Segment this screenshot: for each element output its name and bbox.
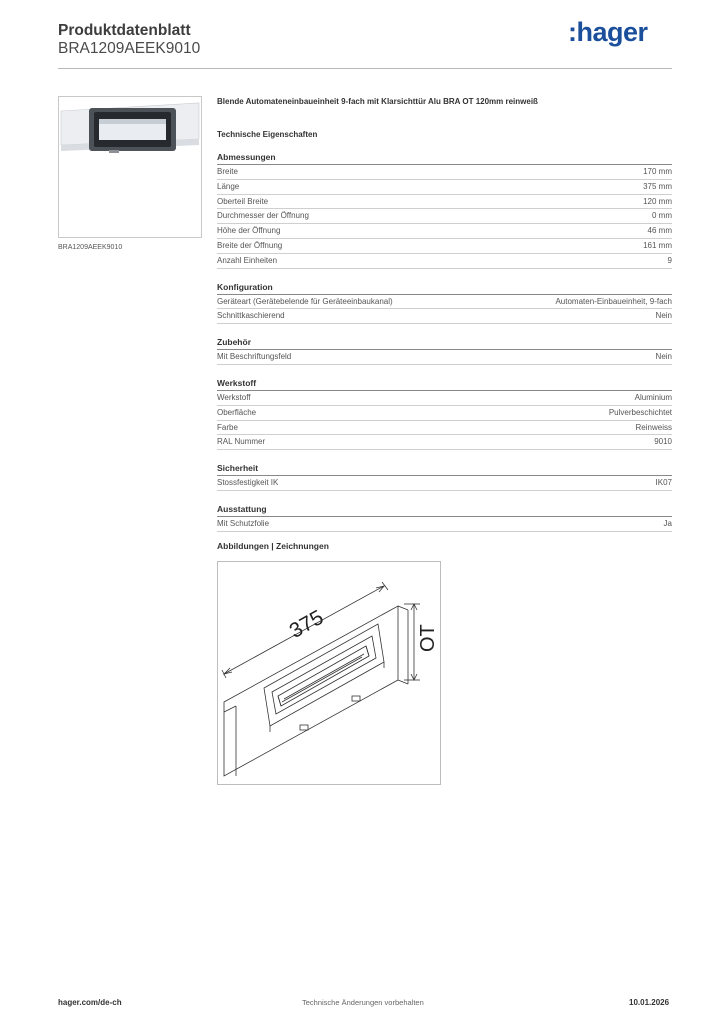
row-value: Aluminium	[634, 392, 672, 402]
product-thumbnail	[58, 96, 202, 238]
group-konfiguration	[217, 282, 672, 325]
article-number: BRA1209AEEK9010	[58, 40, 201, 57]
technical-drawing	[217, 561, 441, 785]
table-row	[217, 421, 672, 436]
row-label: RAL Nummer	[217, 437, 266, 447]
table-row	[217, 165, 672, 180]
row-label: Länge	[217, 181, 240, 191]
footer-website: hager.com/de-ch	[58, 998, 122, 1007]
footer-notice: Technische Änderungen vorbehalten	[302, 998, 424, 1007]
product-description: Blende Automateneinbaueinheit 9-fach mit Klarsichttür Alu BRA OT 120mm reinweiß	[217, 97, 538, 106]
row-value: 9	[667, 255, 672, 265]
row-value: Pulverbeschichtet	[608, 407, 672, 417]
group-title: Zubehör	[217, 337, 672, 350]
header-divider	[58, 68, 672, 69]
group-title: Abmessungen	[217, 152, 672, 165]
row-value: 375 mm	[643, 181, 672, 191]
row-value: IK07	[655, 478, 672, 488]
table-row	[217, 476, 672, 491]
page-title: Produktdatenblatt	[58, 22, 191, 39]
group-ausstattung	[217, 504, 672, 532]
technical-drawing-svg	[218, 562, 440, 784]
row-label: Durchmesser der Öffnung	[217, 211, 309, 221]
row-value: 0 mm	[652, 211, 672, 221]
table-row	[217, 254, 672, 269]
hager-logo: :hager	[568, 17, 648, 47]
table-row	[217, 209, 672, 224]
table-row	[217, 295, 672, 310]
row-label: Höhe der Öffnung	[217, 226, 281, 236]
thumbnail-caption: BRA1209AEEK9010	[58, 244, 123, 251]
row-label: Oberteil Breite	[217, 196, 269, 206]
group-sicherheit	[217, 463, 672, 491]
row-label: Mit Schutzfolie	[217, 518, 270, 528]
table-row	[217, 195, 672, 210]
table-row	[217, 435, 672, 450]
row-label: Breite	[217, 167, 238, 176]
group-werkstoff	[217, 378, 672, 450]
row-label: Stossfestigkeit IK	[217, 478, 279, 488]
product-photo	[59, 97, 201, 237]
table-row	[217, 517, 672, 532]
dimension-ot-label: OT	[417, 624, 439, 652]
row-label: Breite der Öffnung	[217, 240, 283, 250]
group-title: Konfiguration	[217, 282, 672, 295]
row-value: Nein	[655, 311, 672, 321]
row-label: Werkstoff	[217, 392, 251, 402]
table-row	[217, 350, 672, 365]
row-label: Anzahl Einheiten	[217, 255, 278, 265]
row-label: Oberfläche	[217, 407, 257, 417]
drawings-heading: Abbildungen | Zeichnungen	[217, 541, 329, 551]
row-value: 170 mm	[643, 167, 672, 176]
row-label: Geräteart (Gerätebelende für Geräteeinbaukanal)	[217, 296, 393, 306]
row-value: Reinweiss	[635, 422, 672, 432]
row-value: 9010	[654, 437, 672, 447]
table-row	[217, 224, 672, 239]
technical-properties-heading: Technische Eigenschaften	[217, 130, 318, 139]
table-row	[217, 309, 672, 324]
row-value: Ja	[663, 518, 672, 528]
row-value: Nein	[655, 352, 672, 362]
group-title: Werkstoff	[217, 378, 672, 391]
dimension-length-label: 375	[285, 605, 328, 643]
row-value: Automaten-Einbaueinheit, 9-fach	[555, 296, 672, 306]
product-details	[217, 97, 672, 532]
table-row	[217, 180, 672, 195]
row-label: Schnittkaschierend	[217, 311, 285, 321]
group-zubehoer	[217, 337, 672, 365]
row-value: 46 mm	[647, 226, 672, 236]
row-label: Farbe	[217, 422, 238, 432]
group-title: Sicherheit	[217, 463, 672, 476]
table-row	[217, 391, 672, 406]
table-row	[217, 239, 672, 254]
table-row	[217, 406, 672, 421]
row-label: Mit Beschriftungsfeld	[217, 352, 292, 362]
group-title: Ausstattung	[217, 504, 672, 517]
group-abmessungen	[217, 152, 672, 269]
row-value: 120 mm	[643, 196, 672, 206]
row-value: 161 mm	[643, 240, 672, 250]
footer-date: 10.01.2026	[629, 998, 670, 1007]
